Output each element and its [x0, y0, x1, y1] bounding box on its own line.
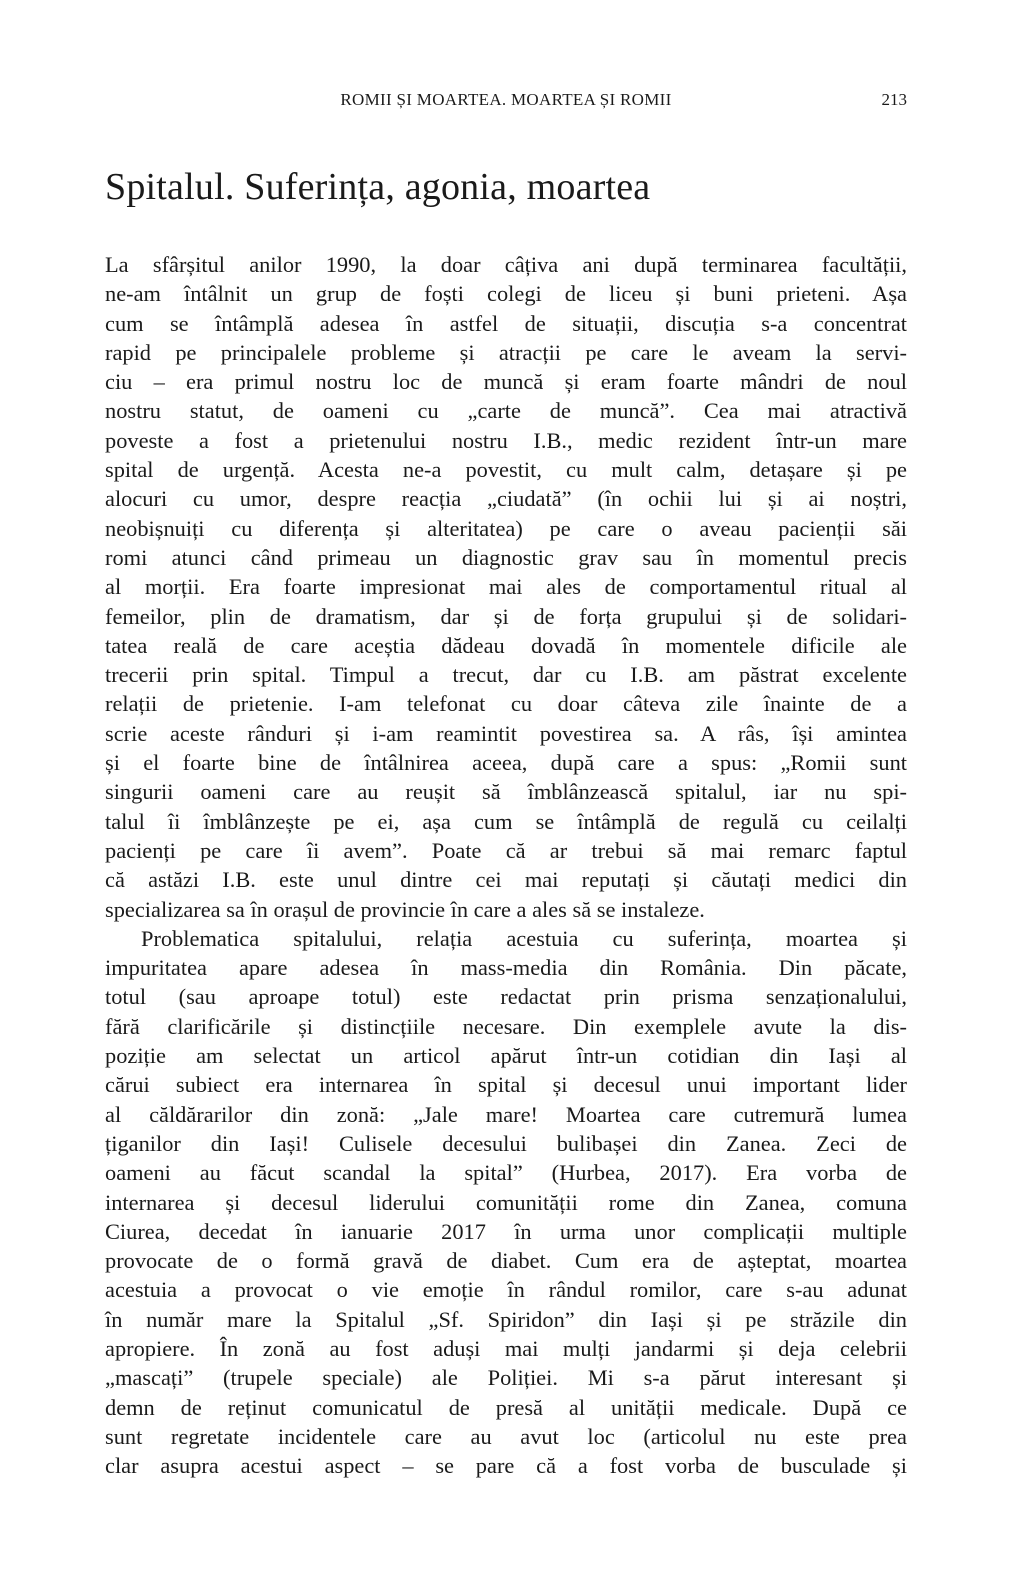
- text-line: clar asupra acestui aspect – se pare că a fost vorba de busculade și: [105, 1453, 907, 1479]
- running-title: ROMII ȘI MOARTEA. MOARTEA ȘI ROMII: [340, 90, 672, 109]
- text-line: trecerii prin spital. Timpul a trecut, dar cu I.B. am păstrat excelente: [105, 662, 907, 688]
- text-line: scrie aceste rânduri și i-am reamintit povestirea sa. A râs, își amintea: [105, 720, 907, 746]
- text-line: alocuri cu umor, despre reacția „ciudată” (în ochii lui și ai noștri,: [105, 486, 907, 512]
- text-line: impuritatea apare adesea în mass-media din România. Din păcate,: [105, 955, 907, 981]
- text-line: ne-am întâlnit un grup de foști colegi de liceu și buni prieteni. Așa: [105, 281, 907, 307]
- text-line: specializarea sa în orașul de provincie în care a ales să se instaleze.: [105, 896, 705, 922]
- text-line: țiganilor din Iași! Culisele decesului bulibașei din Zanea. Zeci de: [105, 1130, 907, 1156]
- text-line: că astăzi I.B. este unul dintre cei mai reputați și căutați medici din: [105, 867, 907, 893]
- running-header: [105, 90, 907, 112]
- text-line: relații de prietenie. I-am telefonat cu doar câteva zile înainte de a: [105, 691, 907, 717]
- text-line: poziție am selectat un articol apărut într-un cotidian din Iași al: [105, 1043, 907, 1069]
- text-line: internarea și decesul liderului comunității rome din Zanea, comuna: [105, 1189, 907, 1215]
- text-line: al morții. Era foarte impresionat mai ales de comportamentul ritual al: [105, 574, 907, 600]
- text-line: oameni au făcut scandal la spital” (Hurbea, 2017). Era vorba de: [105, 1160, 907, 1186]
- text-line: femeilor, plin de dramatism, dar și de forța grupului și de solidari-: [105, 603, 907, 629]
- text-line: demn de reținut comunicatul de presă al unității medicale. După ce: [105, 1394, 907, 1420]
- text-line: și el foarte bine de întâlnirea aceea, după care a spus: „Romii sunt: [105, 750, 907, 776]
- text-line: rapid pe principalele probleme și atracții pe care le aveam la servi-: [105, 339, 907, 365]
- text-line: nostru statut, de oameni cu „carte de muncă”. Cea mai atractivă: [105, 398, 907, 424]
- text-line: totul (sau aproape totul) este redactat prin prisma senzaționalului,: [105, 984, 907, 1010]
- text-line: singurii oameni care au reușit să îmblânzească spitalul, iar nu spi-: [105, 779, 907, 805]
- text-line: acestuia a provocat o vie emoție în rândul romilor, care s-au adunat: [105, 1277, 907, 1303]
- text-line: apropiere. În zonă au fost aduși mai mulți jandarmi și deja celebrii: [105, 1335, 907, 1361]
- paragraph-1: [105, 250, 907, 924]
- page-number: 213: [881, 90, 907, 109]
- text-line: poveste a fost a prietenului nostru I.B., medic rezident într-un mare: [105, 427, 907, 453]
- text-line: Ciurea, decedat în ianuarie 2017 în urma unor complicații multiple: [105, 1218, 907, 1244]
- text-line: Problematica spitalului, relația acestuia cu suferința, moartea și: [141, 925, 907, 951]
- section-title: Spitalul. Suferința, agonia, moartea: [105, 166, 651, 208]
- text-line: spital de urgență. Acesta ne-a povestit, cu mult calm, detașare și pe: [105, 457, 907, 483]
- text-line: fără clarificările și distincțiile necesare. Din exemplele avute la dis-: [105, 1013, 907, 1039]
- text-line: ciu – era primul nostru loc de muncă și eram foarte mândri de noul: [105, 369, 907, 395]
- text-line: în număr mare la Spitalul „Sf. Spiridon” din Iași și pe străzile din: [105, 1306, 907, 1332]
- text-line: „mascați” (trupele speciale) ale Poliției. Mi s-a părut interesant și: [105, 1365, 907, 1391]
- text-line: al căldărarilor din zonă: „Jale mare! Moartea care cutremură lumea: [105, 1101, 907, 1127]
- text-line: sunt regretate incidentele care au avut loc (articolul nu este prea: [105, 1423, 907, 1449]
- text-line: neobișnuiți cu diferența și alteritatea) pe care o aveau pacienții săi: [105, 515, 907, 541]
- text-line: cărui subiect era internarea în spital și decesul unui important lider: [105, 1072, 907, 1098]
- paragraph-2: [105, 924, 907, 1481]
- text-line: tatea reală de care aceștia dădeau dovadă în momentele dificile ale: [105, 632, 907, 658]
- body-text: [105, 250, 907, 1480]
- text-line: romi atunci când primeau un diagnostic grav sau în momentul precis: [105, 544, 907, 570]
- text-line: talul îi îmblânzește pe ei, așa cum se întâmplă de regulă cu ceilalți: [105, 808, 907, 834]
- text-line: La sfârșitul anilor 1990, la doar câțiva ani după terminarea facultății,: [105, 252, 907, 277]
- text-line: cum se întâmplă adesea în astfel de situații, discuția s-a concentrat: [105, 310, 907, 336]
- text-line: provocate de o formă gravă de diabet. Cum era de așteptat, moartea: [105, 1248, 907, 1274]
- text-line: pacienți pe care îi avem”. Poate că ar trebui să mai remarc faptul: [105, 837, 907, 863]
